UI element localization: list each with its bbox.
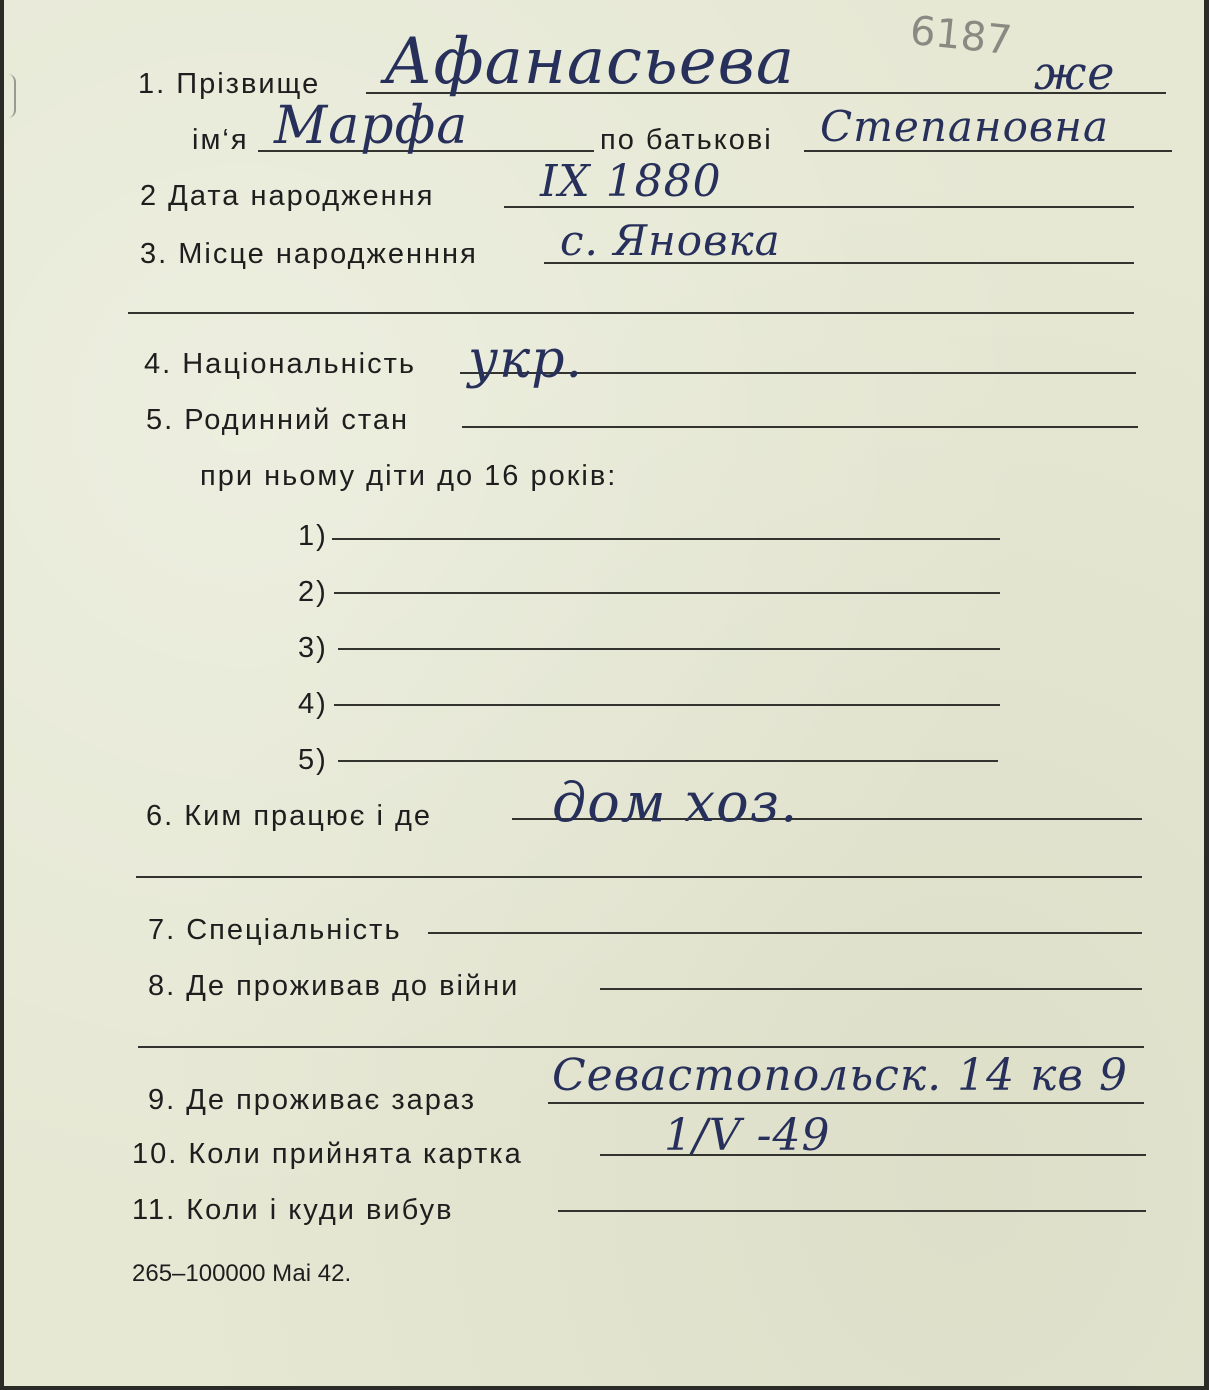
surname-label: 1. Прізвище (138, 68, 321, 100)
child-line-5 (338, 760, 998, 762)
birth-date-label: 2 Дата народження (140, 180, 435, 212)
print-footer: 265–100000 Маі 42. (132, 1260, 352, 1287)
edge-mark (8, 74, 16, 118)
occupation-value: дом хоз. (552, 771, 799, 834)
child-line-2 (334, 592, 1000, 594)
departure-label: 11. Коли і куди вибув (132, 1194, 454, 1226)
current-residence-line (548, 1102, 1144, 1104)
prewar-residence-line (600, 988, 1142, 990)
marital-status-label: 5. Родинний стан (146, 404, 410, 436)
nationality-value: укр. (468, 330, 584, 390)
child-slot-4: 4) (298, 688, 328, 720)
child-line-3 (338, 648, 1000, 650)
patronymic-label: по батькові (600, 124, 773, 156)
marital-status-line (462, 426, 1138, 428)
registration-card (4, 0, 1204, 1386)
birth-date-value: IX 1880 (540, 156, 722, 207)
surname-suffix-value: же (1034, 46, 1116, 100)
birth-place-label: 3. Місце народженння (140, 238, 478, 270)
birth-place-line-2 (128, 312, 1134, 314)
departure-line (558, 1210, 1146, 1212)
child-line-4 (334, 704, 1000, 706)
child-slot-2: 2) (298, 576, 328, 608)
current-residence-value: Севастопольск. 14 кв 9 (552, 1050, 1128, 1101)
speciality-line (428, 932, 1142, 934)
speciality-label: 7. Спеціальність (148, 914, 402, 946)
child-line-1 (332, 538, 1000, 540)
name-label: ім‘я (192, 124, 249, 156)
child-slot-3: 3) (298, 632, 328, 664)
child-slot-5: 5) (298, 744, 328, 776)
pencil-archive-number: 6187 (907, 7, 1014, 65)
surname-value: Афанасьева (384, 25, 795, 99)
card-accepted-label: 10. Коли прийнята картка (132, 1138, 523, 1170)
occupation-label: 6. Ким працює і де (146, 800, 433, 832)
name-value: Марфа (274, 96, 469, 156)
birth-place-value: с. Яновка (560, 216, 781, 265)
children-label: при ньому діти до 16 років: (200, 460, 618, 492)
prewar-residence-label: 8. Де проживав до війни (148, 970, 520, 1002)
card-accepted-value: 1/V -49 (664, 1110, 831, 1161)
prewar-residence-line-2 (138, 1046, 1144, 1048)
occupation-line-2 (136, 876, 1142, 878)
child-slot-1: 1) (298, 520, 328, 552)
patronymic-value: Степановна (820, 102, 1110, 151)
nationality-label: 4. Національність (144, 348, 417, 380)
current-residence-label: 9. Де проживає зараз (148, 1084, 477, 1116)
